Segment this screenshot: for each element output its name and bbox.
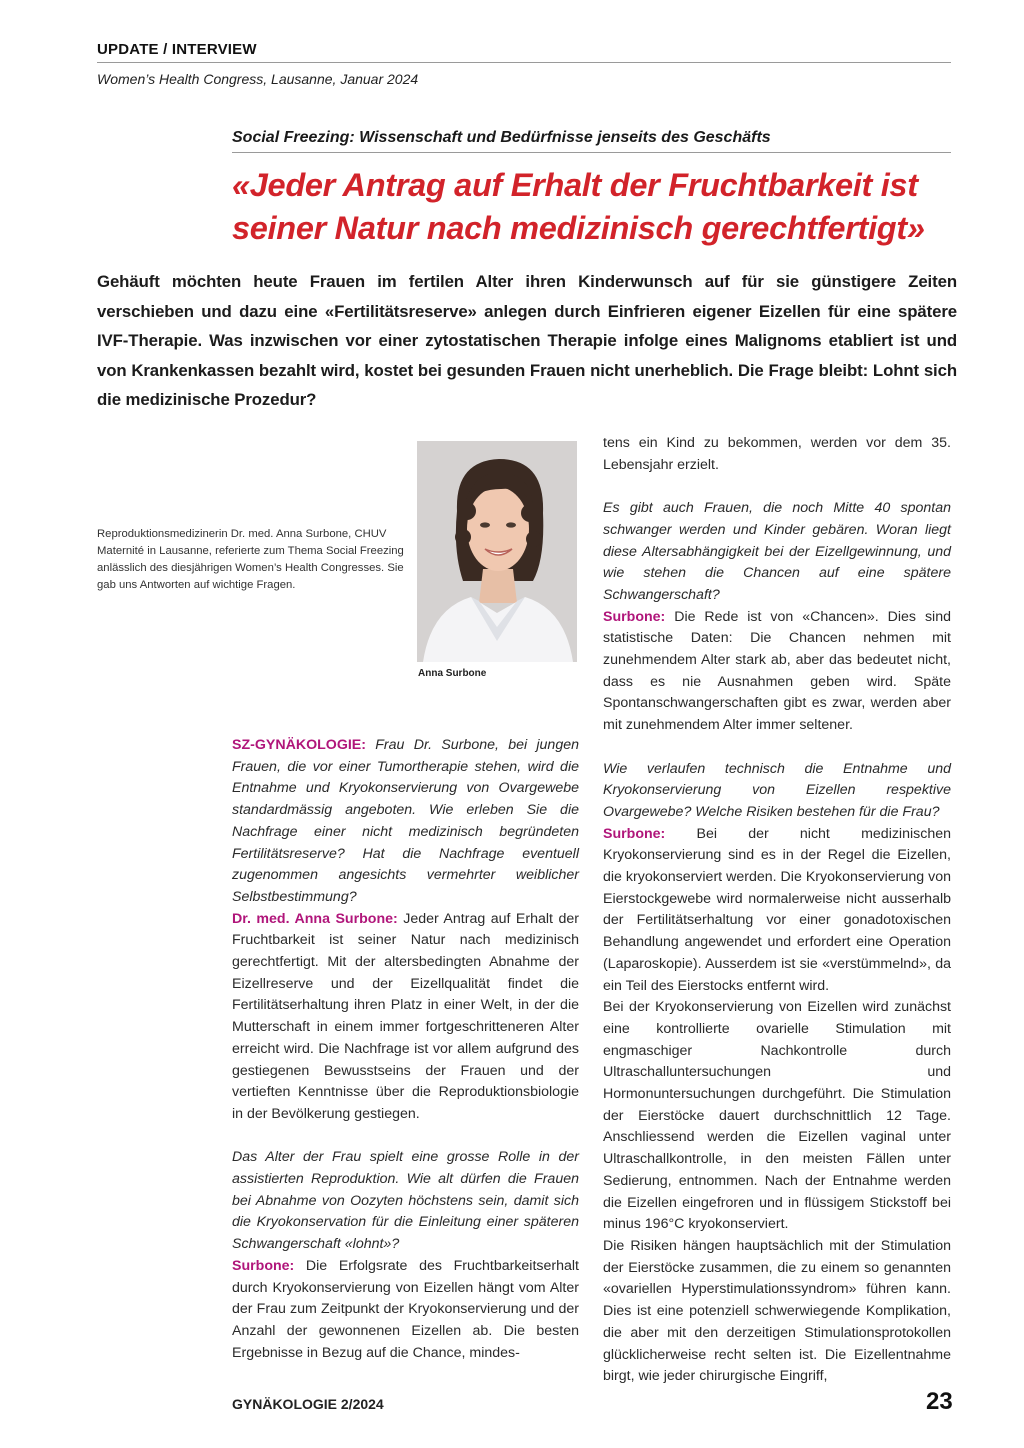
footer-journal-issue: GYNÄKOLOGIE 2/2024: [232, 1396, 384, 1412]
answer-2-text: Die Erfolgsrate des Fruchtbarkeitserhalt durch Kryokonservierung von Eizellen hängt vom Alter der Frau zum Zeitpunkt der Kryokonservierung und der Anzahl der gewonnenen Eizellen ab. Die besten Ergebnisse in Bezug auf die Chance, mindes-: [232, 1257, 579, 1361]
answer-1: [232, 909, 579, 1126]
article-lead: Gehäuft möchten heute Frauen im fertilen Alter ihren Kinderwunsch auf für sie günstigere Zeiten verschieben und dazu eine «Fertilitätsreserve» anlegen durch Einfrieren eigener Eizellen für eine spätere IVF-Therapie. Was inzwischen vor einer zytostatischen Therapie infolge eines Malignoms etabliert ist und von Krankenkassen bezahlt wird, kostet bei gesunden Frauen nicht unerheblich. Die Frage bleibt: Lohnt sich die medizinische Prozedur?: [97, 272, 957, 409]
header-divider: [97, 62, 951, 63]
subtitle-divider: [232, 152, 951, 153]
interviewee-label: Surbone:: [603, 608, 666, 625]
article-subtitle: Social Freezing: Wissenschaft und Bedürfnisse jenseits des Geschäfts: [232, 129, 771, 146]
answer-2-continued: tens ein Kind zu bekommen, werden vor dem 35. Lebensjahr erzielt.: [603, 435, 951, 473]
answer-2: [232, 1256, 579, 1365]
page-number: 23: [926, 1388, 953, 1415]
answer-4-paragraph-3: Die Risiken hängen hauptsächlich mit der Stimulation der Eierstöcke zusammen, die zu einem so genannten «ovariellen Hyperstimulationssyndrom» führen kann. Dies ist eine potenziell schwerwiegende Komplikation, die aber mit den derzeitigen Stimulationsprotokollen glücklicherweise recht selten ist. Die Eizellentnahme birgt, wie jeder chirurgische Eingriff,: [603, 1237, 951, 1385]
left-text-column: [232, 735, 579, 1364]
answer-3: [603, 607, 951, 737]
question-2: Das Alter der Frau spielt eine grosse Rolle in der assistierten Reproduktion. Wie alt dürfen die Frauen bei Abnahme von Oozyten höchstens sein, damit sich die Kryokonservation für die Einleitung einer späteren Schwangerschaft «lohnt»?: [232, 1149, 579, 1253]
answer-4-paragraph-2: Bei der Kryokonservierung von Eizellen wird zunächst eine kontrollierte ovarielle Stimulation mit engmaschiger Nachkontrolle durch Ultraschalluntersuchungen und Hormonuntersuchungen durchgeführt. Die Stimulation der Eierstöcke dauert durchschnittlich 12 Tage. Anschliessend werden die Eizellen vaginal unter Ultraschallkontrolle, in den meisten Fällen unter Sedierung, entnommen. Nach der Entnahme werden die Eizellen eingefroren und in flüssigem Stickstoff bei minus 196°C kryokonserviert.: [603, 999, 951, 1233]
section-label: UPDATE / INTERVIEW: [97, 41, 257, 58]
answer-1-text: Jeder Antrag auf Erhalt der Fruchtbarkeit ist seiner Natur nach medizinisch gerechtfertigt. Mit der altersbedingten Abnahme der Eizellreserve und der Eizellqualität findet die Fertilitätserhaltung ihren Platz in einer Welt, in der die Mutterschaft in einem immer fortgeschritteneren Alter erreicht wird. Die Nachfrage ist vor allem aufgrund des gestiegenen Bewusstseins der Frauen und der vertieften Kenntnisse über die Reproduktionsbiologie in der Bevölkerung gestiegen.: [232, 910, 579, 1122]
answer-4: [603, 824, 951, 998]
question-4: Wie verlaufen technisch die Entnahme und Kryokonservierung von Eizellen respektive Ovargewebe? Welche Risiken bestehen für die Frau?: [603, 760, 951, 820]
portrait-photo: [417, 441, 577, 662]
answer-4-text: Bei der nicht medizinischen Kryokonservierung sind es in der Regel die Eizellen, die kryokonserviert werden. Die Kryokonservierung von Eierstockgewebe wird normalerweise nicht ausserhalb der Fertilitätserhaltung vor einer gonadotoxischen Behandlung angewendet und erfordert eine Operation (Laparoskopie). Ausserdem ist sie «verstümmelnd», da ein Teil des Eierstocks entfernt wird.: [603, 825, 951, 994]
interviewee-label: Dr. med. Anna Surbone:: [232, 910, 398, 927]
right-text-column: [603, 433, 951, 1388]
photo-caption: Anna Surbone: [418, 668, 487, 679]
question-3: Es gibt auch Frauen, die noch Mitte 40 spontan schwanger werden und Kinder gebären. Woran liegt diese Altersabhängigkeit bei der Eizellgewinnung, und wie stehen die Chancen auf eine spätere Schwangerschaft?: [603, 500, 951, 603]
interviewer-label: SZ-GYNÄKOLOGIE:: [232, 737, 366, 753]
question-1-text: Frau Dr. Surbone, bei jungen Frauen, die vor einer Tumortherapie stehen, wird die Entnahme und Kryokonservierung von Ovargewebe standardmässig angeboten. Wie erleben Sie die Nachfrage einer nicht medizinisch begründeten Fertilitätsreserve? Hat die Nachfrage eventuell zugenommen angesichts vermehrter weiblicher Selbstbestimmung?: [232, 737, 579, 905]
question-1: [232, 735, 579, 909]
answer-3-text: Die Rede ist von «Chancen». Dies sind statistische Daten: Die Chancen nehmen mit zunehmendem Alter stark ab, aber das bedeutet nicht, dass es nie Ausnahmen geben wird. Späte Spontanschwangerschaften gibt es zwar, werden aber mit zunehmendem Alter immer seltener.: [603, 608, 951, 734]
portrait-side-caption: Reproduktionsmedizinerin Dr. med. Anna Surbone, CHUV Maternité in Lausanne, referierte zum Thema Social Freezing anlässlich des diesjährigen Women’s Health Congresses. Sie gab uns Antworten auf wichtige Fragen.: [97, 528, 404, 591]
congress-line: Women’s Health Congress, Lausanne, Januar 2024: [97, 71, 419, 87]
article-headline: «Jeder Antrag auf Erhalt der Fruchtbarkeit ist seiner Natur nach medizinisch gerechtfertigt»: [232, 167, 925, 246]
interviewee-label: Surbone:: [603, 825, 666, 842]
interviewee-label: Surbone:: [232, 1257, 295, 1274]
